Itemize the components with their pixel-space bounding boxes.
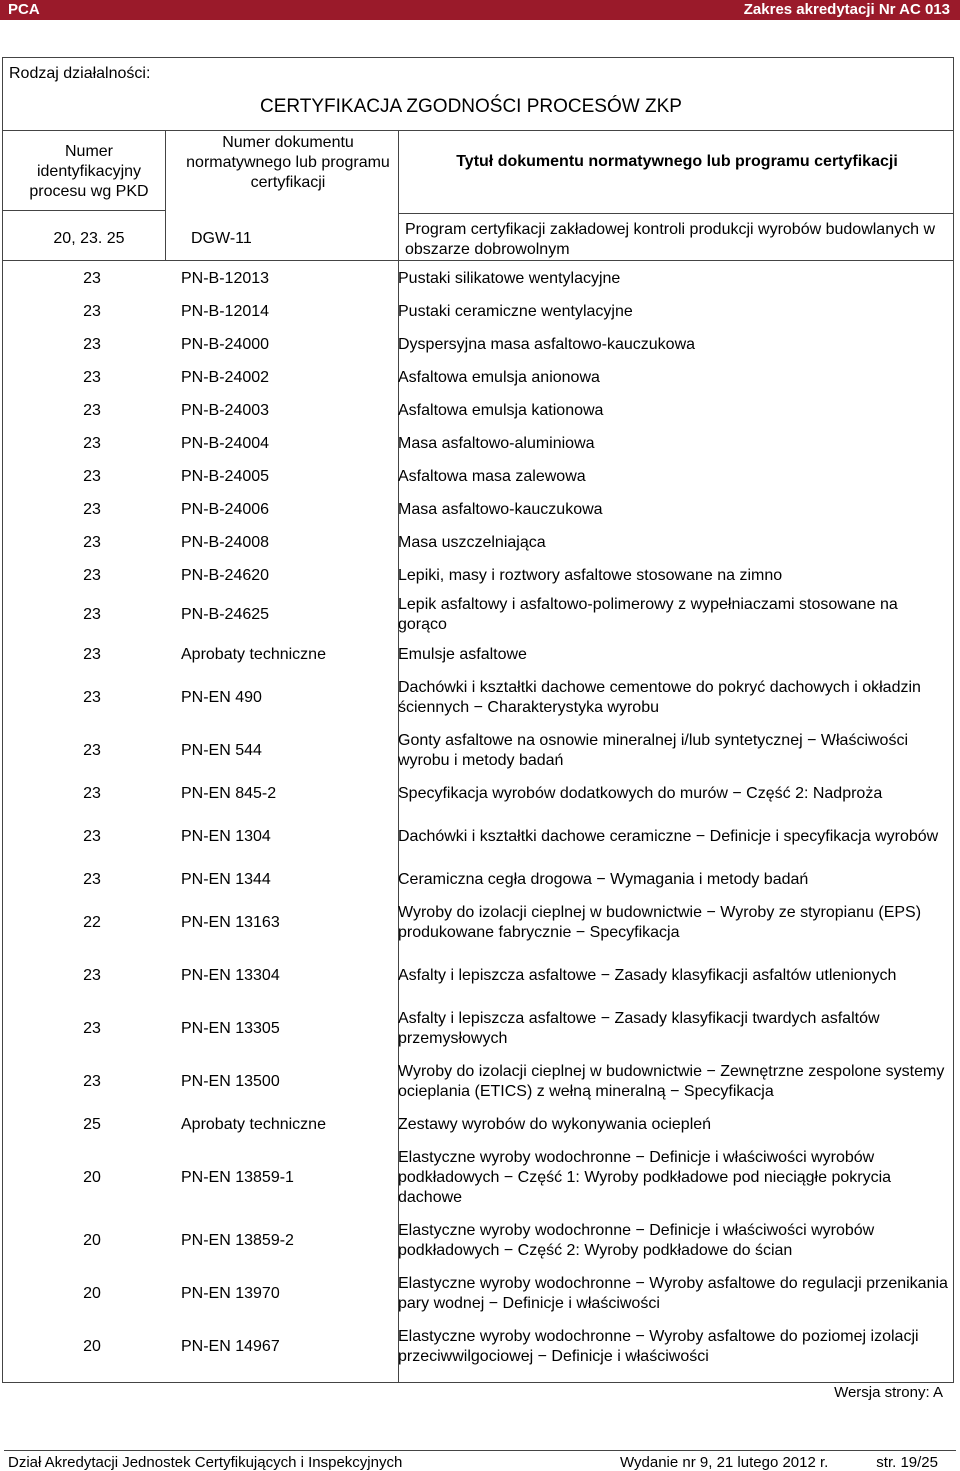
- table-row: [3, 559, 951, 592]
- table-row: [3, 295, 951, 328]
- document-title: Wyroby do izolacji cieplnej w budownictwie − Zewnętrzne zespolone systemy ocieplania (ETICS) z wełną mineralną − Specyfikacja: [398, 1062, 945, 1100]
- header-divider: [165, 130, 166, 260]
- table-row: [3, 394, 951, 427]
- section-title: CERTYFIKACJA ZGODNOŚCI PROCESÓW ZKP: [260, 96, 682, 117]
- pkd-number: 23: [83, 302, 101, 320]
- table-row: [3, 1267, 951, 1320]
- pkd-number: 23: [83, 870, 101, 888]
- document-number: PN-EN 13305: [181, 1019, 280, 1037]
- document-number: PN-EN 13304: [181, 966, 280, 984]
- header-divider: [3, 260, 953, 261]
- document-title: Zestawy wyrobów do wykonywania ociepleń: [398, 1115, 712, 1133]
- document-number: PN-B-12014: [181, 302, 270, 320]
- table-row: [3, 262, 951, 295]
- document-number: PN-EN 13500: [181, 1072, 280, 1090]
- document-title: Gonty asfaltowe na osnowie mineralnej i/lub syntetycznej − Właściwości wyrobu i metody badań: [398, 731, 909, 769]
- document-title: Lepik asfaltowy i asfaltowo-polimerowy z wypełniaczami stosowane na gorąco: [398, 596, 898, 633]
- table-row: [3, 724, 951, 777]
- document-number: PN-EN 544: [181, 741, 262, 759]
- document-title: Asfalty i lepiszcza asfaltowe − Zasady klasyfikacji twardych asfaltów przemysłowych: [398, 1009, 880, 1047]
- document-number: PN-B-24008: [181, 533, 270, 551]
- document-title: Asfaltowa emulsja anionowa: [398, 368, 600, 386]
- document-title: Zakres akredytacji Nr AC 013: [743, 1, 950, 18]
- table-row: [3, 810, 951, 863]
- table-row: [3, 863, 951, 896]
- document-title: Dachówki i kształtki dachowe ceramiczne − Definicje i specyfikacja wyrobów: [398, 827, 939, 845]
- pkd-number: 23: [83, 500, 101, 518]
- document-number: Aprobaty techniczne: [181, 1115, 326, 1133]
- pkd-number: 23: [83, 368, 101, 386]
- document-title: Elastyczne wyroby wodochronne − Wyroby asfaltowe do poziomej izolacji przeciwwilgociowej − Definicje i właściwości: [398, 1327, 919, 1365]
- table-row: [3, 493, 951, 526]
- first-row-doc: DGW-11: [191, 230, 252, 247]
- document-title: Dyspersyjna masa asfaltowo-kauczukowa: [398, 335, 696, 353]
- table-row: [3, 1108, 951, 1141]
- document-number: Aprobaty techniczne: [181, 645, 326, 663]
- document-title: Elastyczne wyroby wodochronne − Wyroby asfaltowe do regulacji przenikania pary wodnej − Definicje i właściwości: [398, 1274, 948, 1312]
- document-title: Masa asfaltowo-kauczukowa: [398, 500, 603, 518]
- document-title: Masa uszczelniająca: [398, 533, 546, 551]
- page-number: str. 19/25: [876, 1454, 938, 1471]
- document-title: Asfaltowa emulsja kationowa: [398, 401, 604, 419]
- table-row: [3, 949, 951, 1002]
- document-number: PN-EN 13859-2: [181, 1231, 294, 1249]
- col3-header: Tytuł dokumentu normatywnego lub programu certyfikacji: [456, 153, 898, 170]
- pkd-number: 20: [83, 1231, 101, 1249]
- table-row: [3, 896, 951, 949]
- activity-label: Rodzaj działalności:: [9, 65, 151, 82]
- document-number: PN-B-24003: [181, 401, 270, 419]
- document-number: PN-EN 845-2: [181, 784, 277, 802]
- document-number: PN-B-12013: [181, 269, 270, 287]
- header-divider: [3, 210, 165, 211]
- pkd-number: 23: [83, 966, 101, 984]
- document-number: PN-EN 1344: [181, 870, 271, 888]
- pkd-number: 23: [83, 1072, 101, 1090]
- pkd-number: 23: [83, 688, 101, 706]
- pkd-number: 20: [83, 1337, 101, 1355]
- col1-header: Numer identyfikacyjny procesu wg PKD: [29, 143, 149, 200]
- table-row: [3, 460, 951, 493]
- document-number: PN-B-24002: [181, 368, 270, 386]
- document-title: Elastyczne wyroby wodochronne − Definicje i właściwości wyrobów podkładowych − Część 1: Wyroby podkładowe pod nieciągłe pokrycia dachowe: [398, 1148, 892, 1206]
- content-frame: [2, 57, 954, 1383]
- document-title: Ceramiczna cegła drogowa − Wymagania i metody badań: [398, 870, 809, 888]
- document-number: PN-EN 14967: [181, 1337, 280, 1355]
- pkd-number: 23: [83, 606, 101, 623]
- first-row-number: 20, 23. 25: [53, 230, 125, 247]
- document-title: Asfaltowa masa zalewowa: [398, 467, 586, 485]
- table-row: [3, 1320, 951, 1373]
- page-version: Wersja strony: A: [834, 1384, 943, 1401]
- document-title: Wyroby do izolacji cieplnej w budownictwie − Wyroby ze styropianu (EPS) produkowane fabrycznie − Specyfikacja: [398, 903, 922, 941]
- document-title: Masa asfaltowo-aluminiowa: [398, 434, 595, 452]
- pkd-number: 23: [83, 784, 101, 802]
- document-number: PN-EN 13859-1: [181, 1168, 294, 1186]
- table-row: [3, 592, 951, 638]
- pkd-number: 23: [83, 741, 101, 759]
- document-title: Dachówki i kształtki dachowe cementowe do pokryć dachowych i okładzin ściennych − Charakterystyka wyrobu: [398, 678, 921, 716]
- pkd-number: 23: [83, 401, 101, 419]
- table-row: [3, 1214, 951, 1267]
- pkd-number: 23: [83, 645, 101, 663]
- col2-header: Numer dokumentu normatywnego lub programu certyfikacji: [186, 134, 390, 191]
- document-title: Pustaki silikatowe wentylacyjne: [398, 269, 621, 287]
- table-row: [3, 427, 951, 460]
- document-title: Lepiki, masy i roztwory asfaltowe stosowane na zimno: [398, 566, 783, 584]
- first-row-title: Program certyfikacji zakładowej kontroli produkcji wyrobów budowlanych w obszarze dobrowolnym: [405, 221, 935, 258]
- document-title: Specyfikacja wyrobów dodatkowych do murów − Część 2: Nadproża: [398, 784, 883, 802]
- table-row: [3, 1141, 951, 1214]
- pkd-number: 23: [83, 1019, 101, 1037]
- document-number: PN-EN 13970: [181, 1284, 280, 1302]
- pkd-number: 23: [83, 467, 101, 485]
- table-row: [3, 526, 951, 559]
- document-number: PN-B-24000: [181, 335, 270, 353]
- footer-edition: Wydanie nr 9, 21 lutego 2012 r.: [620, 1454, 829, 1471]
- footer: [4, 1450, 956, 1471]
- header-divider: [3, 130, 953, 131]
- document-number: PN-EN 13163: [181, 913, 280, 931]
- pkd-number: 23: [83, 269, 101, 287]
- accreditation-table: [3, 262, 951, 1373]
- table-row: [3, 638, 951, 671]
- document-title: Asfalty i lepiszcza asfaltowe − Zasady klasyfikacji asfaltów utlenionych: [398, 966, 897, 984]
- pkd-number: 20: [83, 1284, 101, 1302]
- header-bar: [0, 0, 960, 20]
- pkd-number: 23: [83, 434, 101, 452]
- pkd-number: 20: [83, 1168, 101, 1186]
- pkd-number: 22: [83, 913, 101, 931]
- pkd-number: 23: [83, 335, 101, 353]
- header-divider: [398, 213, 953, 214]
- document-title: Emulsje asfaltowe: [398, 645, 527, 663]
- document-number: PN-EN 1304: [181, 827, 271, 845]
- table-row: [3, 328, 951, 361]
- pkd-number: 23: [83, 566, 101, 584]
- pkd-number: 23: [83, 533, 101, 551]
- document-number: PN-B-24004: [181, 434, 270, 452]
- document-number: PN-B-24005: [181, 467, 270, 485]
- table-row: [3, 777, 951, 810]
- document-number: PN-B-24006: [181, 500, 270, 518]
- document-number: PN-B-24625: [181, 606, 270, 623]
- table-row: [3, 671, 951, 724]
- pkd-number: 23: [83, 827, 101, 845]
- table-row: [3, 1002, 951, 1055]
- footer-org: Dział Akredytacji Jednostek Certyfikujących i Inspekcyjnych: [8, 1454, 403, 1471]
- pkd-number: 25: [83, 1115, 101, 1133]
- org-name: PCA: [8, 1, 40, 18]
- document-number: PN-B-24620: [181, 566, 270, 584]
- table-row: [3, 361, 951, 394]
- document-title: Pustaki ceramiczne wentylacyjne: [398, 302, 633, 320]
- document-title: Elastyczne wyroby wodochronne − Definicje i właściwości wyrobów podkładowych − Część 2: Wyroby podkładowe do ścian: [398, 1221, 875, 1259]
- document-number: PN-EN 490: [181, 688, 262, 706]
- table-row: [3, 1055, 951, 1108]
